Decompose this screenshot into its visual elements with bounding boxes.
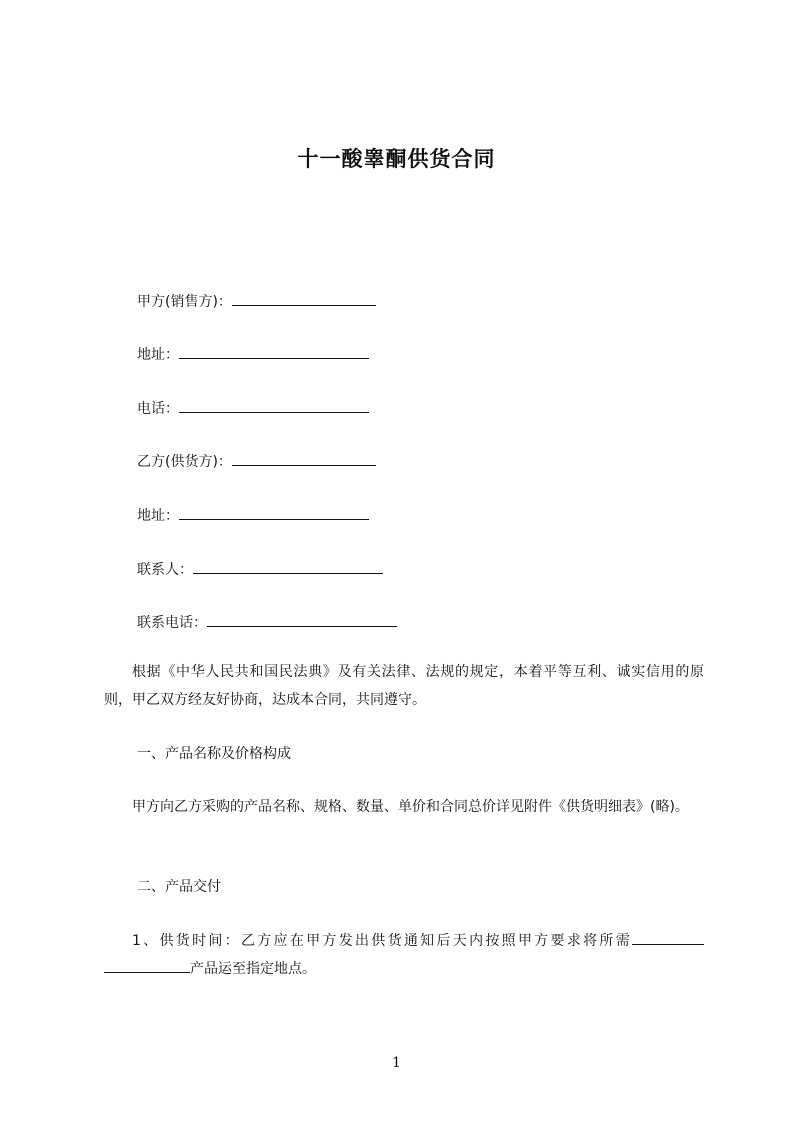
contact-person-label: 联系人： <box>137 562 193 578</box>
section2-heading: 二、产品交付 <box>137 879 221 895</box>
section2-item1-tail: 产品运至指定地点。 <box>190 961 316 977</box>
contact-phone-label: 联系电话： <box>137 615 207 631</box>
section2-item1 <box>104 927 704 983</box>
party-a-address-label: 地址： <box>137 347 179 363</box>
party-b-address-label: 地址： <box>137 508 179 524</box>
intro-paragraph: 根据《中华人民共和国民法典》及有关法律、法规的规定，本着平等互利、诚实信用的原则，甲乙双方经友好协商，达成本合同，共同遵守。 <box>104 664 704 708</box>
party-b-address-field <box>137 505 369 526</box>
party-a-address-field <box>137 344 369 365</box>
party-b-address-blank[interactable] <box>179 505 369 520</box>
contact-person-field <box>137 559 383 580</box>
party-b-label: 乙方(供货方)： <box>137 454 232 470</box>
party-a-phone-field <box>137 398 369 419</box>
product-blank-b[interactable] <box>104 958 190 973</box>
contact-phone-blank[interactable] <box>207 612 397 627</box>
section1-heading: 一、产品名称及价格构成 <box>137 746 291 762</box>
party-a-address-blank[interactable] <box>179 344 369 359</box>
party-a-phone-blank[interactable] <box>179 398 369 413</box>
party-a-blank[interactable] <box>232 291 376 306</box>
party-a-label: 甲方(销售方)： <box>137 294 232 310</box>
section2-item1-text: 1、供货时间：乙方应在甲方发出供货通知后天内按照甲方要求将所需 <box>132 933 632 949</box>
page-number: 1 <box>392 1055 401 1071</box>
party-b-blank[interactable] <box>232 451 376 466</box>
party-a-field <box>137 291 376 312</box>
contact-phone-field <box>137 612 397 633</box>
contact-person-blank[interactable] <box>193 559 383 574</box>
section1-body: 甲方向乙方采购的产品名称、规格、数量、单价和合同总价详见附件《供货明细表》(略)。 <box>132 799 689 815</box>
product-blank-a[interactable] <box>632 930 704 945</box>
page-title: 十一酸睾酮供货合同 <box>297 147 496 171</box>
party-b-field <box>137 451 376 472</box>
party-a-phone-label: 电话： <box>137 401 179 417</box>
